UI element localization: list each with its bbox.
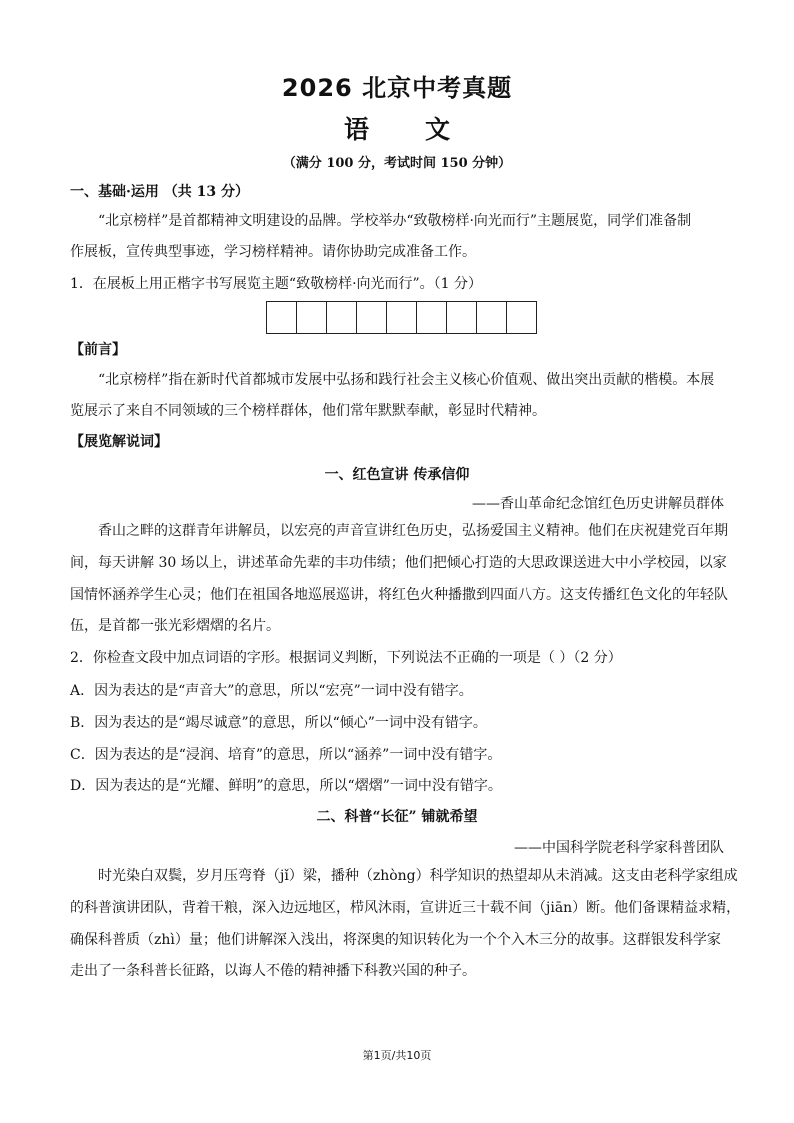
- part-1-para-line-4: 伍，是首都一张光彩熠熠的名片。: [70, 618, 280, 634]
- question-1: 1．在展板上用正楷字书写展览主题“致敬榜样·向光而行”。（1 分）: [70, 276, 483, 292]
- question-2-option-c[interactable]: C．因为表达的是“浸润、培育”的意思，所以“涵养”一词中没有错字。: [70, 747, 502, 763]
- answer-box[interactable]: [296, 301, 327, 334]
- question-2-option-a[interactable]: A．因为表达的是“声音大”的意思，所以“宏亮”一词中没有错字。: [70, 683, 473, 699]
- part-2-para-line-3: 确保科普质（zhì）量；他们讲解深入浅出，将深奥的知识转化为一个个入木三分的故事。这群银发科学家: [70, 932, 721, 948]
- preface-line-2: 览展示了来自不同领域的三个榜样群体，他们常年默默奉献，彰显时代精神。: [70, 403, 546, 419]
- exhibit-label: 【展览解说词】: [70, 434, 168, 450]
- answer-box[interactable]: [386, 301, 417, 334]
- intro-line-1: “北京榜样”是首都精神文明建设的品牌。学校举办“致敬榜样·向光而行”主题展览，同学们准备制: [98, 213, 692, 229]
- part-2-para-line-4: 走出了一条科普长征路，以诲人不倦的精神播下科教兴国的种子。: [70, 963, 476, 979]
- answer-box[interactable]: [476, 301, 507, 334]
- answer-box[interactable]: [356, 301, 387, 334]
- answer-box[interactable]: [266, 301, 297, 334]
- subject-char-1: 语: [343, 115, 369, 144]
- part-1-para-line-3: 国情怀涵养学生心灵；他们在祖国各地巡展巡讲，将红色火种播撒到四面八方。这支传播红色文化的年轻队: [70, 587, 728, 603]
- part-1-title: 一、红色宣讲 传承信仰: [324, 467, 470, 483]
- preface-label: 【前言】: [70, 342, 126, 358]
- question-2-option-d[interactable]: D．因为表达的是“光耀、鲜明”的意思，所以“熠熠”一词中没有错字。: [70, 778, 502, 794]
- answer-box[interactable]: [326, 301, 357, 334]
- part-1-byline: ——香山革命纪念馆红色历史讲解员群体: [472, 496, 724, 512]
- preface-line-1: “北京榜样”指在新时代首都城市发展中弘扬和践行社会主义核心价值观、做出突出贡献的楷模。本展: [98, 372, 715, 388]
- answer-box[interactable]: [446, 301, 477, 334]
- question-2-option-b[interactable]: B．因为表达的是“竭尽诚意”的意思，所以“倾心”一词中没有错字。: [70, 715, 487, 731]
- subject-char-2: 文: [425, 115, 451, 144]
- exam-title: 2026 北京中考真题: [281, 74, 513, 102]
- part-1-para-line-2: 间，每天讲解 30 场以上，讲述革命先辈的丰功伟绩；他们把倾心打造的大思政课送进大中小学校园，以家: [70, 555, 727, 571]
- part-2-para-line-1: 时光染白双鬓，岁月压弯脊（jǐ）梁，播种（zhòng）科学知识的热望却从未消减。这支由老科学家组成: [98, 868, 738, 884]
- answer-boxes[interactable]: [266, 301, 537, 334]
- answer-box[interactable]: [416, 301, 447, 334]
- part-1-para-line-1: 香山之畔的这群青年讲解员，以宏亮的声音宣讲红色历史，弘扬爱国主义精神。他们在庆祝建党百年期: [98, 523, 728, 539]
- intro-line-2: 作展板，宣传典型事迹，学习榜样精神。请你协助完成准备工作。: [70, 244, 476, 260]
- part-2-byline: ——中国科学院老科学家科普团队: [514, 840, 724, 856]
- page-number: 第1页/共10页: [362, 1049, 432, 1062]
- exam-note: （满分 100 分，考试时间 150 分钟）: [282, 156, 512, 171]
- part-2-para-line-2: 的科普演讲团队，背着干粮，深入边远地区，栉风沐雨，宣讲近三十载不间（jiān）断。他们备课精益求精，: [70, 900, 741, 916]
- question-2-stem: 2．你检查文段中加点词语的字形。根据词义判断，下列说法不正确的一项是（ ）（2 分）: [70, 650, 622, 666]
- part-2-title: 二、科普“长征” 铺就希望: [316, 809, 478, 825]
- subject-title: [0, 110, 794, 146]
- section-1-heading: 一、基础·运用 （共 13 分）: [70, 184, 249, 200]
- answer-box[interactable]: [506, 301, 537, 334]
